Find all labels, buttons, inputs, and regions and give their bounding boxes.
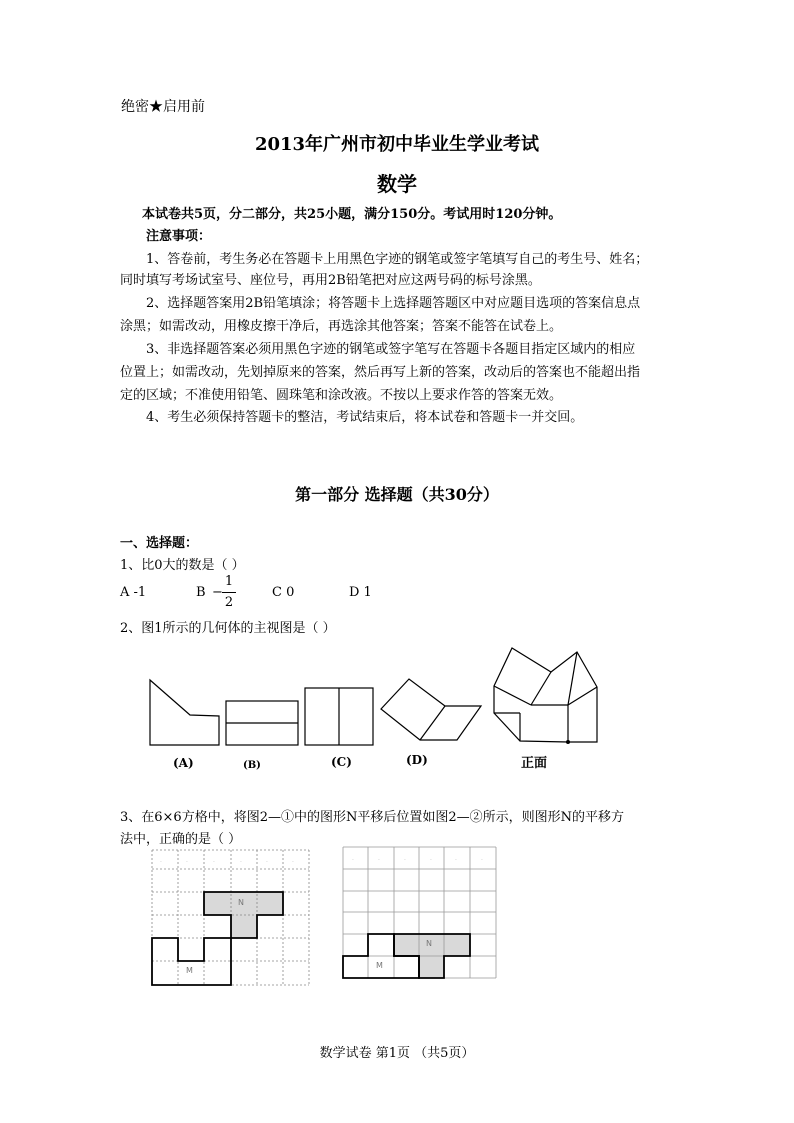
svg-text:·: · bbox=[481, 857, 483, 864]
note-3-line-3: 定的区域；不准使用铅笔、圆珠笔和涂改液。不按以上要求作答的答案无效。 bbox=[120, 388, 563, 403]
grid1-n-label: N bbox=[238, 898, 244, 907]
label-d: (D) bbox=[406, 753, 428, 767]
grid2-n-label: N bbox=[426, 939, 432, 948]
part1-title: 第一部分 选择题（共30分） bbox=[295, 485, 499, 504]
question-2-stem-text: 2、图1所示的几何体的主视图是（ ） bbox=[120, 621, 336, 636]
grid-1 bbox=[152, 850, 309, 985]
note-4-line-1: 4、考生必须保持答题卡的整洁，考试结束后，将本试卷和答题卡一并交回。 bbox=[146, 410, 584, 425]
question-3-stem-line-1: 3、在6×6方格中，将图2—①中的图形N平移后位置如图2—②所示，则图形N的平移方 bbox=[120, 810, 624, 825]
note-2-line-1: 2、选择题答案用2B铅笔填涂；将答题卡上选择题答题区中对应题目选项的答案信息点 bbox=[146, 296, 641, 311]
svg-text:·: · bbox=[430, 857, 432, 864]
secret-marker: 绝密★启用前 bbox=[121, 99, 205, 115]
svg-text:·: · bbox=[266, 859, 268, 866]
page-footer: 数学试卷 第1页 （共5页） bbox=[319, 1046, 475, 1061]
exam-title: 2013年广州市初中毕业生学业考试 bbox=[254, 134, 540, 155]
grid2-m-label: M bbox=[376, 961, 383, 970]
q1-option-b-sign: − bbox=[212, 585, 223, 600]
svg-text:·: · bbox=[186, 859, 188, 866]
q1-option-b-numerator: 1 bbox=[224, 574, 234, 589]
note-1-line-1: 1、答卷前，考生务必在答题卡上用黑色字迹的钢笔或签字笔填写自己的考生号、姓名； bbox=[146, 252, 649, 267]
grid-2 bbox=[343, 847, 496, 978]
q1-option-b-denominator: 2 bbox=[224, 595, 234, 610]
q1-option-d: D 1 bbox=[349, 585, 372, 600]
label-a: (A) bbox=[173, 756, 194, 770]
q1-option-a: A -1 bbox=[120, 585, 147, 600]
section-heading: 一、选择题： bbox=[120, 536, 199, 551]
q1-option-b-letter: B bbox=[196, 585, 206, 600]
label-front: 正面 bbox=[521, 756, 548, 771]
svg-text:·: · bbox=[213, 859, 215, 866]
subject-title: 数学 bbox=[377, 172, 417, 196]
label-c: (C) bbox=[331, 755, 352, 769]
svg-text:·: · bbox=[292, 859, 294, 866]
note-2-line-2: 涂黑；如需改动，用橡皮擦干净后，再选涂其他答案；答案不能答在试卷上。 bbox=[120, 319, 563, 334]
svg-text:·: · bbox=[352, 857, 354, 864]
question-3-stem-line-2: 法中，正确的是（ ） bbox=[120, 832, 242, 847]
svg-text:·: · bbox=[160, 859, 162, 866]
question-1-stem: 1、比0大的数是（ ） bbox=[120, 558, 245, 573]
svg-text:·: · bbox=[378, 857, 380, 864]
note-1-line-2: 同时填写考场试室号、座位号，再用2B铅笔把对应这两号码的标号涂黑。 bbox=[120, 273, 541, 288]
q1-option-c: C 0 bbox=[272, 585, 295, 600]
svg-text:·: · bbox=[404, 857, 406, 864]
exam-summary: 本试卷共5页，分二部分，共25小题，满分150分。考试用时120分钟。 bbox=[142, 207, 562, 222]
grid1-m-label: M bbox=[186, 966, 193, 975]
note-3-line-2: 位置上；如需改动，先划掉原来的答案，然后再写上新的答案，改动后的答案也不能超出指 bbox=[120, 365, 641, 380]
svg-text:·: · bbox=[240, 859, 242, 866]
notes-title: 注意事项： bbox=[146, 229, 212, 244]
note-3-line-1: 3、非选择题答案必须用黑色字迹的钢笔或签字笔写在答题卡各题目指定区域内的相应 bbox=[146, 342, 636, 357]
svg-text:·: · bbox=[455, 857, 457, 864]
label-b: (B) bbox=[243, 760, 261, 771]
